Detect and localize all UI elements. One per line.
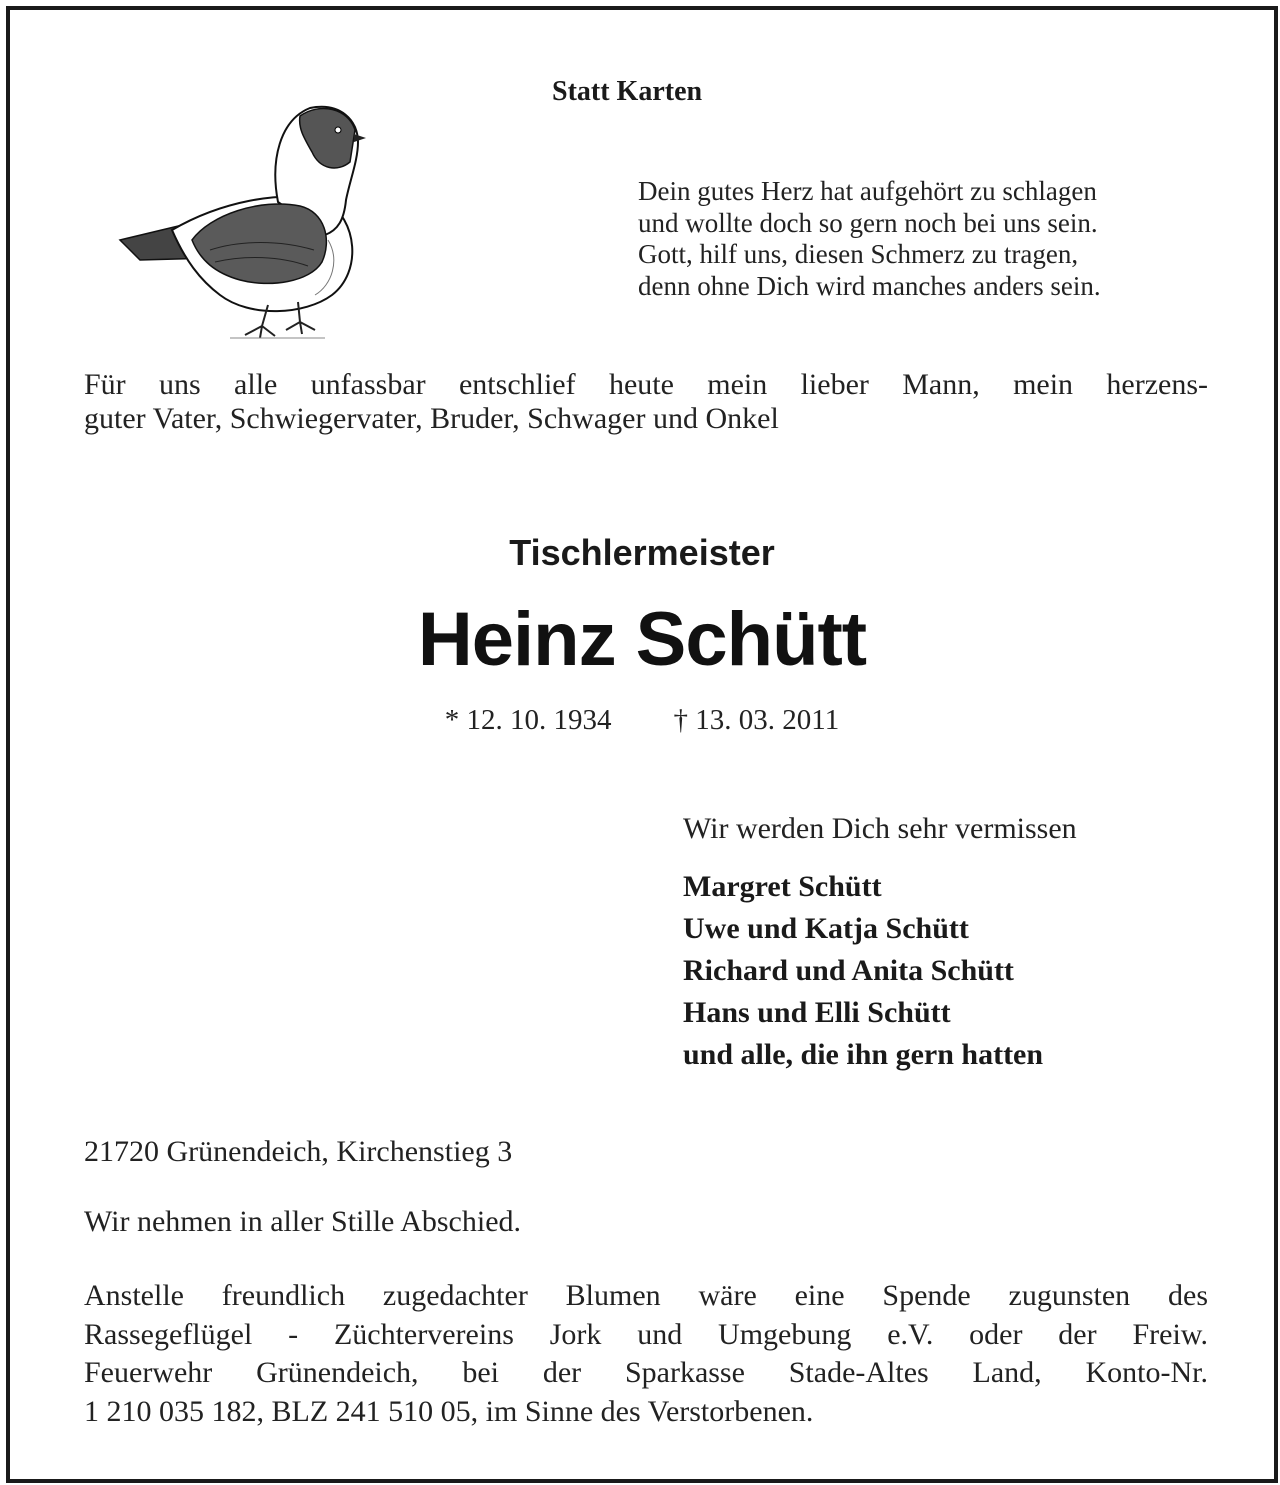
- donation-line: Feuerwehr Grünendeich, bei der Sparkasse Stade-Altes Land, Konto-Nr.: [84, 1356, 1208, 1389]
- donation-paragraph: [84, 1277, 1208, 1431]
- mourners-intro: Wir werden Dich sehr vermissen: [683, 812, 1077, 845]
- statt-karten-heading: Statt Karten: [552, 76, 703, 107]
- life-dates: [10, 704, 1274, 737]
- address: 21720 Grünendeich, Kirchenstieg 3: [84, 1135, 513, 1168]
- mourner-name: Margret Schütt: [683, 870, 882, 903]
- poem: [638, 176, 1101, 302]
- donation-line: 1 210 035 182, BLZ 241 510 05, im Sinne des Verstorbenen.: [84, 1394, 814, 1428]
- obituary-notice: [6, 6, 1278, 1483]
- poem-line: Dein gutes Herz hat aufgehört zu schlagen: [638, 176, 1097, 206]
- donation-line: Rassegeflügel - Züchtervereins Jork und Umgebung e.V. oder der Freiw.: [84, 1317, 1208, 1351]
- mourner-name: Hans und Elli Schütt: [683, 996, 951, 1029]
- intro-paragraph: [84, 368, 1208, 436]
- mourner-name: und alle, die ihn gern hatten: [683, 1038, 1044, 1071]
- birth-date: * 12. 10. 1934: [444, 704, 612, 736]
- farewell-line: Wir nehmen in aller Stille Abschied.: [84, 1205, 522, 1238]
- mourner-name: Richard und Anita Schütt: [683, 954, 1014, 987]
- deceased-name: Heinz Schütt: [417, 597, 867, 682]
- poem-line: und wollte doch so gern noch bei uns sein.: [638, 207, 1098, 238]
- poem-line: denn ohne Dich wird manches anders sein.: [638, 270, 1101, 301]
- mourner-name: Uwe und Katja Schütt: [683, 912, 969, 945]
- death-date: † 13. 03. 2011: [673, 704, 840, 736]
- mourners-list: [683, 866, 1043, 1076]
- pigeon-icon: [100, 90, 370, 350]
- intro-line: Für uns alle unfassbar entschlief heute mein lieber Mann, mein herzens-: [84, 368, 1208, 401]
- intro-line: guter Vater, Schwiegervater, Bruder, Schwager und Onkel: [84, 402, 779, 435]
- poem-line: Gott, hilf uns, diesen Schmerz zu tragen,: [638, 239, 1079, 269]
- deceased-title: Tischlermeister: [509, 532, 775, 573]
- donation-line: Anstelle freundlich zugedachter Blumen wäre eine Spende zugunsten des: [84, 1279, 1208, 1312]
